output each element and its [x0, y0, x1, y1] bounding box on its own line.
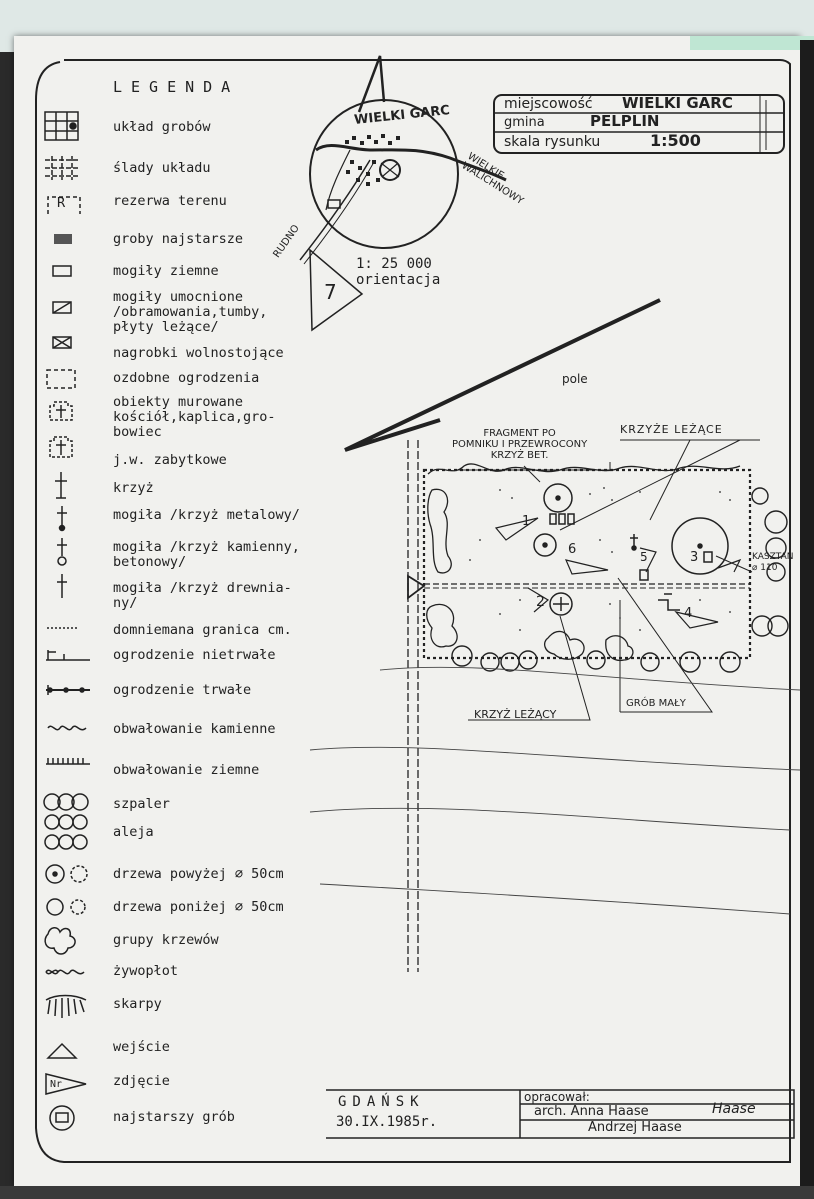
slope-icon: [46, 996, 86, 1019]
legend-label-masonry: obiekty murowane kościół,kaplica,gro- bowiec: [113, 394, 276, 440]
legend-label-metal-cross: mogiła /krzyż metalowy/: [113, 507, 300, 523]
footer-author-2: Andrzej Haase: [588, 1120, 682, 1135]
shrub-left: [428, 489, 451, 573]
label-lying-crosses: KRZYŻE LEŻĄCE: [620, 423, 723, 436]
header-scale-label: skala rysunku: [504, 134, 601, 150]
temporary-fence-icon: [46, 650, 90, 660]
legend-label-small-trees: drzewa poniżej ⌀ 50cm: [113, 899, 284, 915]
photo-number-1: 1: [522, 514, 531, 529]
shrub-group-icon: [45, 928, 75, 954]
photo-markers: [496, 518, 740, 628]
hedge-icon: [46, 970, 84, 973]
standing-tombstone-icon: [53, 337, 71, 348]
label-lying-cross: KRZYŻ LEŻĄCY: [474, 708, 557, 721]
footer-signature: Haase: [712, 1101, 756, 1117]
alley-icon: [45, 815, 87, 849]
legend-label-hedge: żywopłot: [113, 963, 179, 979]
north-arrow: [359, 56, 384, 112]
header-commune-label: gmina: [504, 115, 545, 130]
legend-label-wooden-cross: mogiła /krzyż drewnia- ny/: [113, 580, 292, 611]
header-place-label: miejscowość: [504, 96, 593, 112]
legend-label-standing-tombstones: nagrobki wolnostojące: [113, 345, 284, 361]
shrub-lower-mid: [545, 631, 584, 659]
entrance-triangle: [408, 576, 424, 598]
legend-label-entrance: wejście: [113, 1039, 170, 1055]
masonry-building-icon: [50, 402, 72, 420]
header-scale: 1:500: [650, 131, 701, 150]
footer-city: GDAŃSK: [338, 1094, 425, 1110]
footer-prepared-label: opracował:: [524, 1090, 590, 1104]
header-place: WIELKI GARC: [622, 94, 733, 112]
road-side: [326, 150, 350, 210]
decorative-fence-icon: [47, 370, 75, 388]
photo-number-6: 6: [568, 542, 577, 557]
legend-symbols: [44, 112, 90, 1130]
small-tree-icon: [47, 899, 85, 915]
photo-number-4: 4: [684, 606, 693, 621]
orientation-scale: 1: 25 000: [356, 256, 432, 272]
graves: [534, 484, 728, 615]
legend-label-reinforced-graves: mogiły umocnione /obramowania,tumby, płyty leżące/: [113, 289, 268, 335]
label-small-grave: GRÓB MAŁY: [626, 698, 686, 709]
orientation-photo-number: 7: [324, 280, 337, 304]
legend-label-earth-graves: mogiły ziemne: [113, 263, 219, 279]
historic-building-icon: [50, 437, 72, 457]
large-tree-icon: [46, 865, 87, 883]
legend-label-photo: zdjęcie: [113, 1073, 170, 1089]
label-field: pole: [562, 372, 588, 386]
legend-label-tree-row: szpaler: [113, 796, 170, 812]
shrub-lower-right: [606, 636, 633, 661]
reinforced-grave-icon: [53, 302, 71, 313]
legend-label-alley: aleja: [113, 824, 154, 840]
wooden-cross-grave-icon: [57, 574, 67, 598]
cemetery-boundary: [424, 470, 750, 658]
earth-embankment-icon: [46, 758, 90, 764]
legend-label-historic: j.w. zabytkowe: [113, 452, 227, 468]
oldest-graves-icon: [54, 234, 72, 244]
legend-reserve-symbol: R: [57, 195, 66, 211]
legend-label-border: domniemana granica cm.: [113, 622, 292, 638]
orientation-road-walichnowy: WIELKIE WALICHNOWY: [459, 150, 526, 208]
legend-label-earth-embankment: obwałowanie ziemne: [113, 762, 260, 778]
legend-label-temporary-fence: ogrodzenie nietrwałe: [113, 647, 276, 663]
legend-label-shrubs: grupy krzewów: [113, 932, 219, 948]
legend-photo-symbol: Nr: [50, 1079, 63, 1090]
legend-label-cross: krzyż: [113, 480, 154, 496]
legend-label-large-trees: drzewa powyżej ⌀ 50cm: [113, 866, 284, 882]
grave-trace-icon: [45, 156, 80, 180]
photo-number-3: 3: [690, 550, 699, 565]
legend-label-reserve: rezerwa terenu: [113, 193, 227, 209]
photo-number-2: 2: [536, 594, 545, 610]
oldest-grave-icon: [50, 1106, 74, 1130]
orientation-place: WIELKI GARC: [353, 103, 451, 128]
orientation-caption: orientacja: [356, 272, 441, 288]
legend-label-slopes: skarpy: [113, 996, 162, 1012]
cross-icon: [55, 472, 67, 498]
label-chestnut: KASZTAN ⌀ 110: [752, 552, 794, 573]
legend-label-decorative-fences: ozdobne ogrodzenia: [113, 370, 260, 386]
leader-lines: [456, 440, 760, 720]
stone-embankment-icon: [48, 726, 86, 729]
earth-grave-icon: [53, 266, 71, 276]
legend-label-stone-embankment: obwałowanie kamienne: [113, 721, 276, 737]
footer-date: 30.IX.1985r.: [336, 1114, 438, 1130]
stone-cross-grave-icon: [57, 538, 67, 565]
header-commune: PELPLIN: [590, 112, 660, 130]
orientation-road-rudno: RUDNO: [271, 223, 302, 260]
legend-label-permanent-fence: ogrodzenie trwałe: [113, 682, 252, 698]
legend-title: LEGENDA: [113, 78, 240, 96]
legend-label-grave-trace: ślady układu: [113, 160, 211, 176]
legend-label-grave-grid: układ grobów: [113, 119, 211, 135]
tree-row-icon: [44, 794, 88, 810]
grave-grid-icon: [45, 112, 78, 140]
legend-label-oldest-grave: najstarszy grób: [113, 1109, 235, 1125]
footer-author-1: arch. Anna Haase: [534, 1104, 649, 1119]
permanent-fence-icon: [46, 685, 90, 695]
label-fragment: FRAGMENT PO POMNIKU I PRZEWROCONY KRZYŻ BET.: [452, 428, 588, 461]
road-rudno-2: [304, 162, 374, 264]
legend-label-stone-cross: mogiła /krzyż kamienny, betonowy/: [113, 539, 300, 570]
legend-label-oldest-graves: groby najstarsze: [113, 231, 244, 247]
field-lines: [310, 667, 800, 914]
entrance-icon: [48, 1044, 76, 1058]
photo-number-5: 5: [640, 550, 648, 564]
metal-cross-grave-icon: [57, 506, 67, 531]
shrub-lower-left: [427, 604, 457, 646]
